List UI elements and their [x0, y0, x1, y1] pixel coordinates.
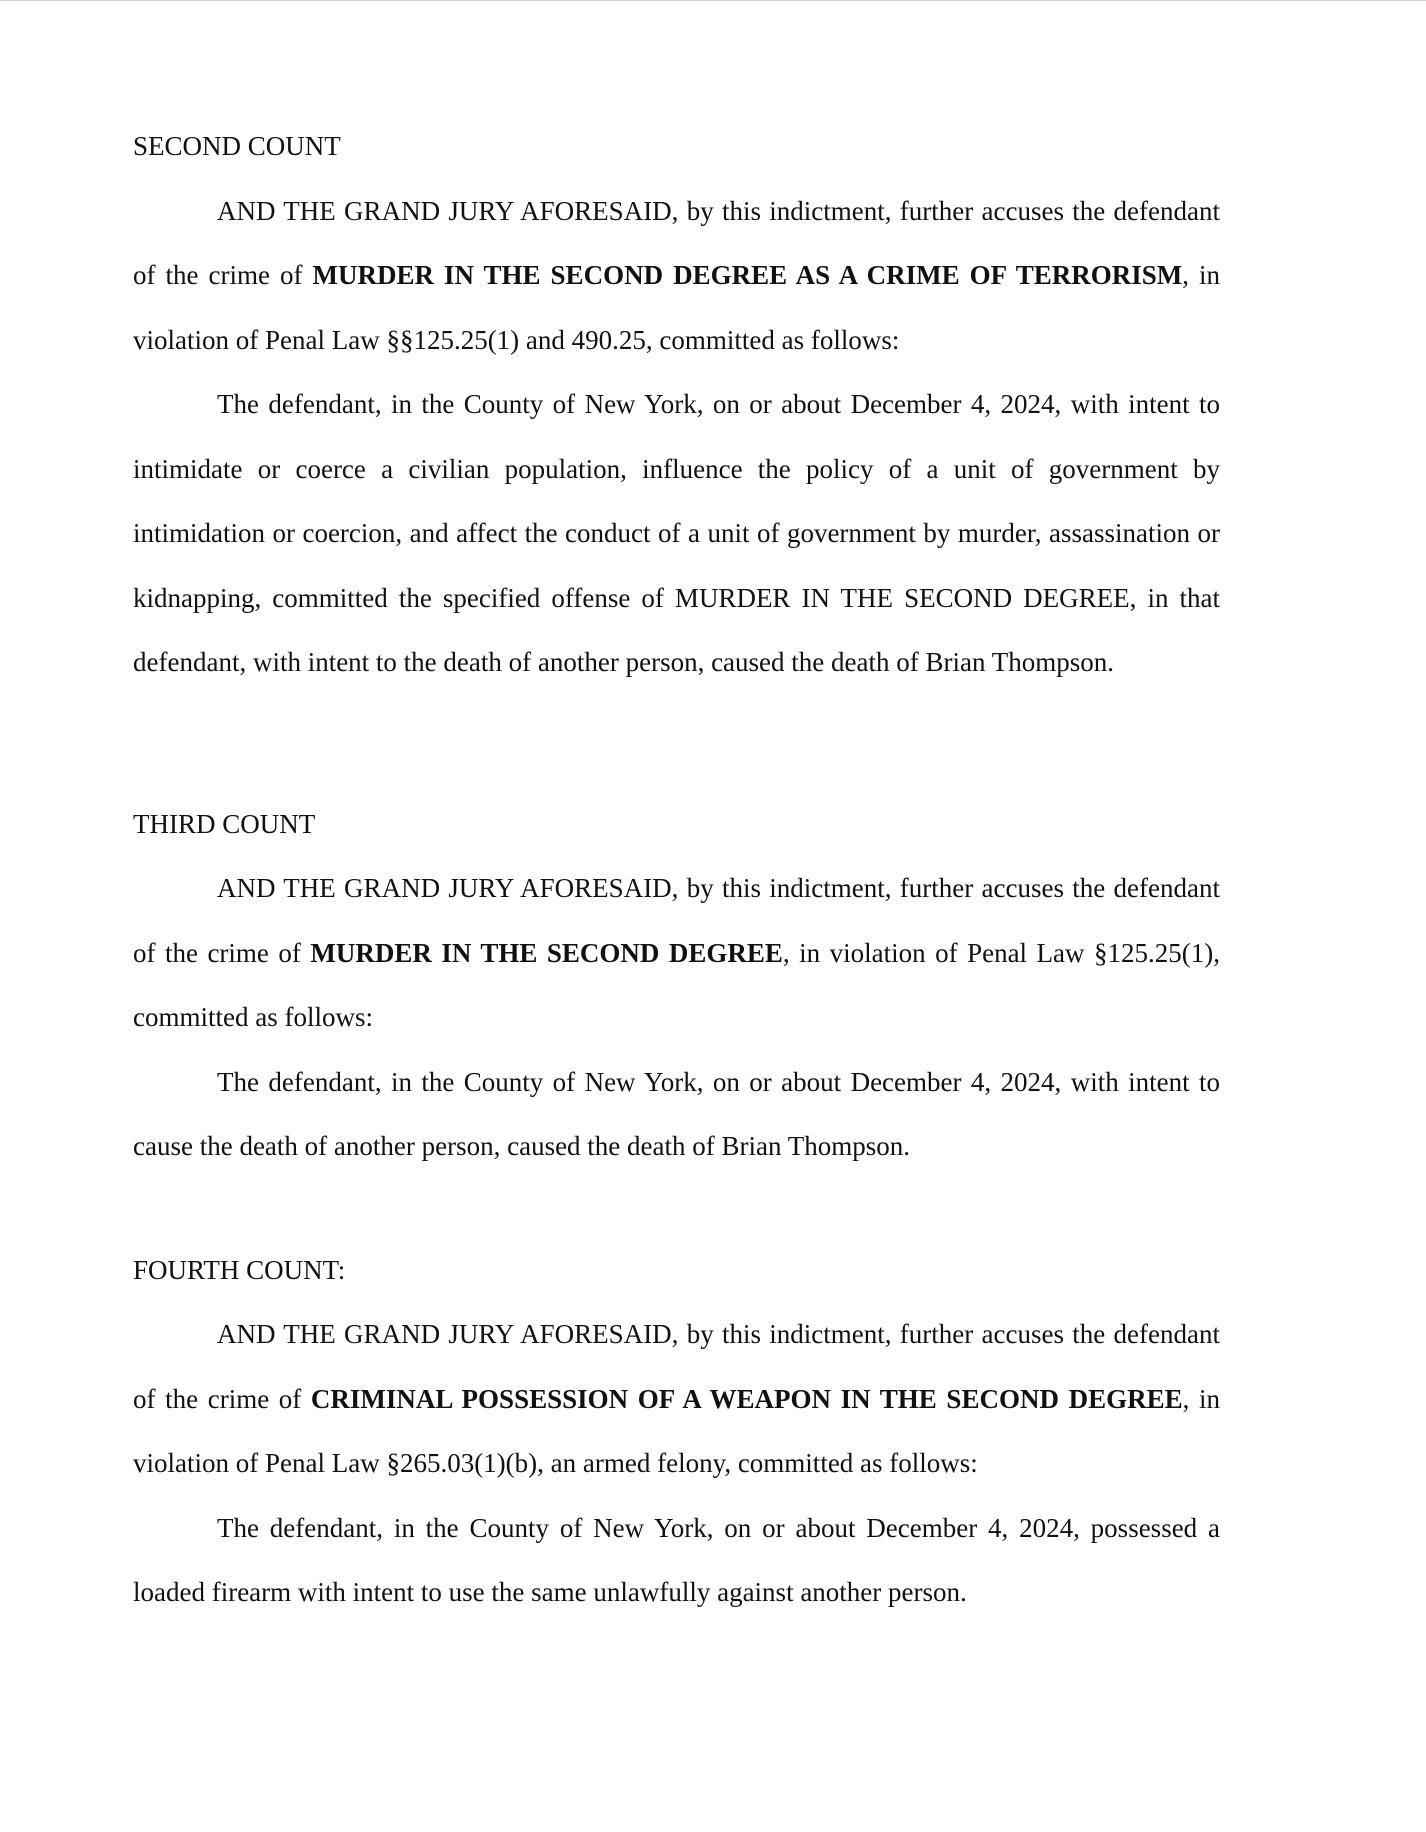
indictment-text [133, 114, 1220, 1625]
section-spacer [133, 695, 1220, 792]
fourth-count-accusation-intro: AND THE GRAND JURY AFORESAID, by this indictment, further accuses the defendant of the crime of [133, 1319, 1220, 1414]
third-count-accusation [133, 856, 1220, 1050]
second-count-heading: SECOND COUNT [133, 131, 341, 161]
third-count-crime: MURDER IN THE SECOND DEGREE [310, 937, 783, 968]
third-count-facts: The defendant, in the County of New York, on or about December 4, 2024, with intent to cause the death of another person, caused the death of Brian Thompson. [133, 1066, 1220, 1161]
third-count-heading: THIRD COUNT [133, 808, 316, 839]
fourth-count-crime: CRIMINAL POSSESSION OF A WEAPON IN THE SECOND DEGREE [310, 1383, 1183, 1414]
third-count-section [133, 792, 1220, 1179]
second-count-facts: The defendant, in the County of New York, on or about December 4, 2024, with intent to intimidate or coerce a civilian population, influence the policy of a unit of government by intimidation or coercion, and affect the conduct of a unit of government by murder, assassination or kidnapping, committed the specified offense of MURDER IN THE SECOND DEGREE, in that defendant, with intent to the death of another person, caused the death of Brian Thompson. [133, 389, 1220, 677]
fourth-count-heading: FOURTH COUNT: [133, 1254, 346, 1285]
second-count-accusation [133, 179, 1220, 373]
fourth-count-accusation-tail: , in violation of Penal Law §265.03(1)(b), an armed felony, committed as follows: [133, 1383, 1220, 1478]
section-spacer [133, 1179, 1220, 1238]
fourth-count-section [133, 1238, 1220, 1625]
third-count-accusation-tail: , in violation of Penal Law §125.25(1), committed as follows: [133, 937, 1220, 1032]
second-count-section [133, 114, 1220, 695]
fourth-count-accusation [133, 1302, 1220, 1496]
second-count-accusation-intro: AND THE GRAND JURY AFORESAID, by this indictment, further accuses the defendant of the crime of [133, 195, 1220, 290]
fourth-count-facts: The defendant, in the County of New York, on or about December 4, 2024, possessed a loaded firearm with intent to use the same unlawfully against another person. [133, 1512, 1220, 1607]
second-count-crime: MURDER IN THE SECOND DEGREE AS A CRIME OF TERRORISM [312, 260, 1183, 290]
second-count-accusation-tail: , in violation of Penal Law §§125.25(1) and 490.25, committed as follows: [133, 260, 1220, 355]
third-count-accusation-intro: AND THE GRAND JURY AFORESAID, by this indictment, further accuses the defendant of the crime of [133, 873, 1220, 968]
